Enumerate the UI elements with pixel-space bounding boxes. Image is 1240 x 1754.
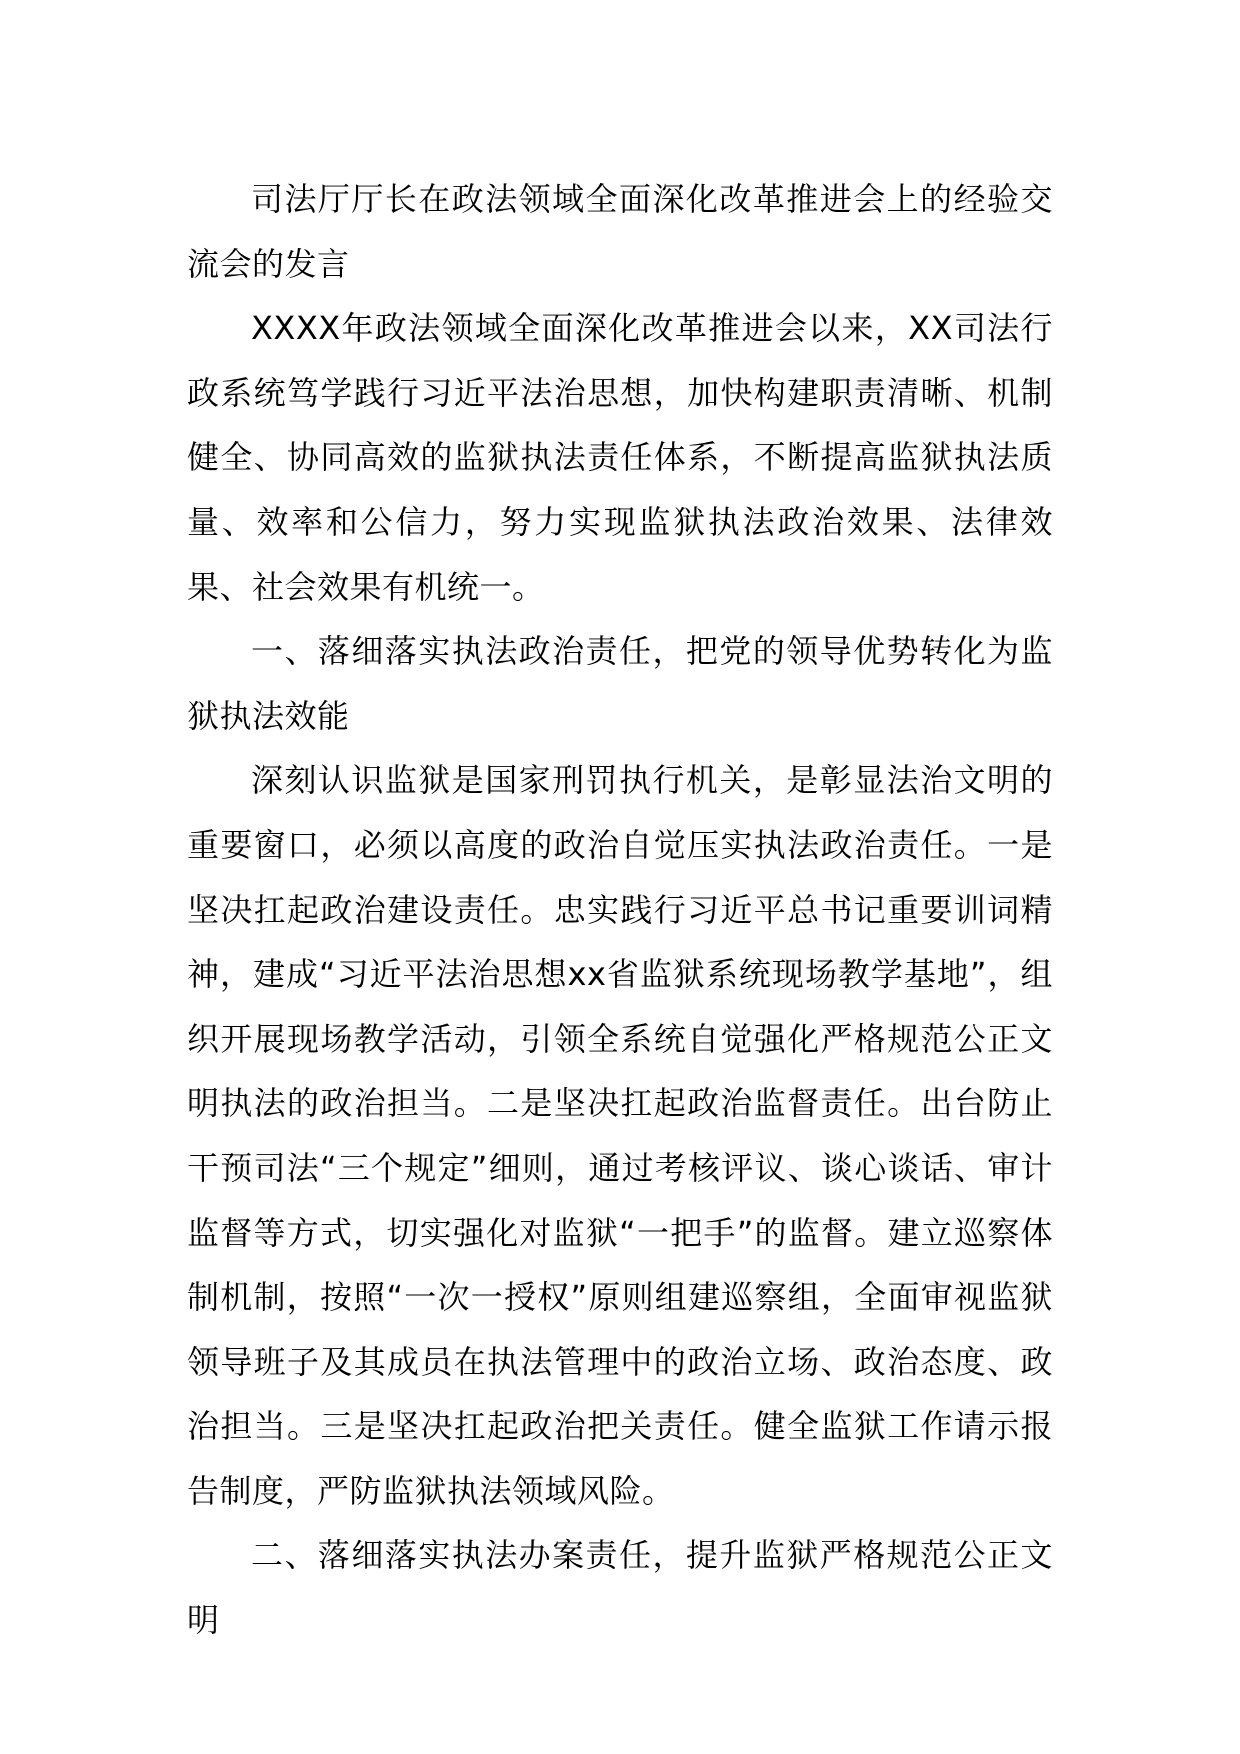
document-title: 司法厅厅长在政法领域全面深化改革推进会上的经验交流会的发言 (187, 180, 1053, 283)
section-1-paragraph: 深刻认识监狱是国家刑罚执行机关，是彰显法治文明的重要窗口，必须以高度的政治自觉压实执法政治责任。一是坚决扛起政治建设责任。忠实践行习近平总书记重要训词精神，建成“习近平法治思想xx省监狱系统现场教学基地”，组织开展现场教学活动，引领全系统自觉强化严格规范公正文明执法的政治担当。二是坚决扛起政治监督责任。出台防止干预司法“三个规定”细则，通过考核评议、谈心谈话、审计监督等方式，切实强化对监狱“一把手”的监督。建立巡察体制机制，按照“一次一授权”原则组建巡察组，全面审视监狱领导班子及其成员在执法管理中的政治立场、政治态度、政治担当。三是坚决扛起政治把关责任。健全监狱工作请示报告制度，严防监狱执法领域风险。 (187, 761, 1053, 1510)
document-body (187, 167, 1053, 1653)
intro-paragraph: XXXX年政法领域全面深化改革推进会以来，XX司法行政系统笃学践行习近平法治思想，加快构建职责清晰、机制健全、协同高效的监狱执法责任体系，不断提高监狱执法质量、效率和公信力，努力实现监狱执法政治效果、法律效果、社会效果有机统一。 (187, 309, 1053, 606)
section-heading-2: 二、落细落实执法办案责任，提升监狱严格规范公正文明 (187, 1536, 1053, 1640)
section-heading-1: 一、落细落实执法政治责任，把党的领导优势转化为监狱执法效能 (187, 632, 1053, 735)
